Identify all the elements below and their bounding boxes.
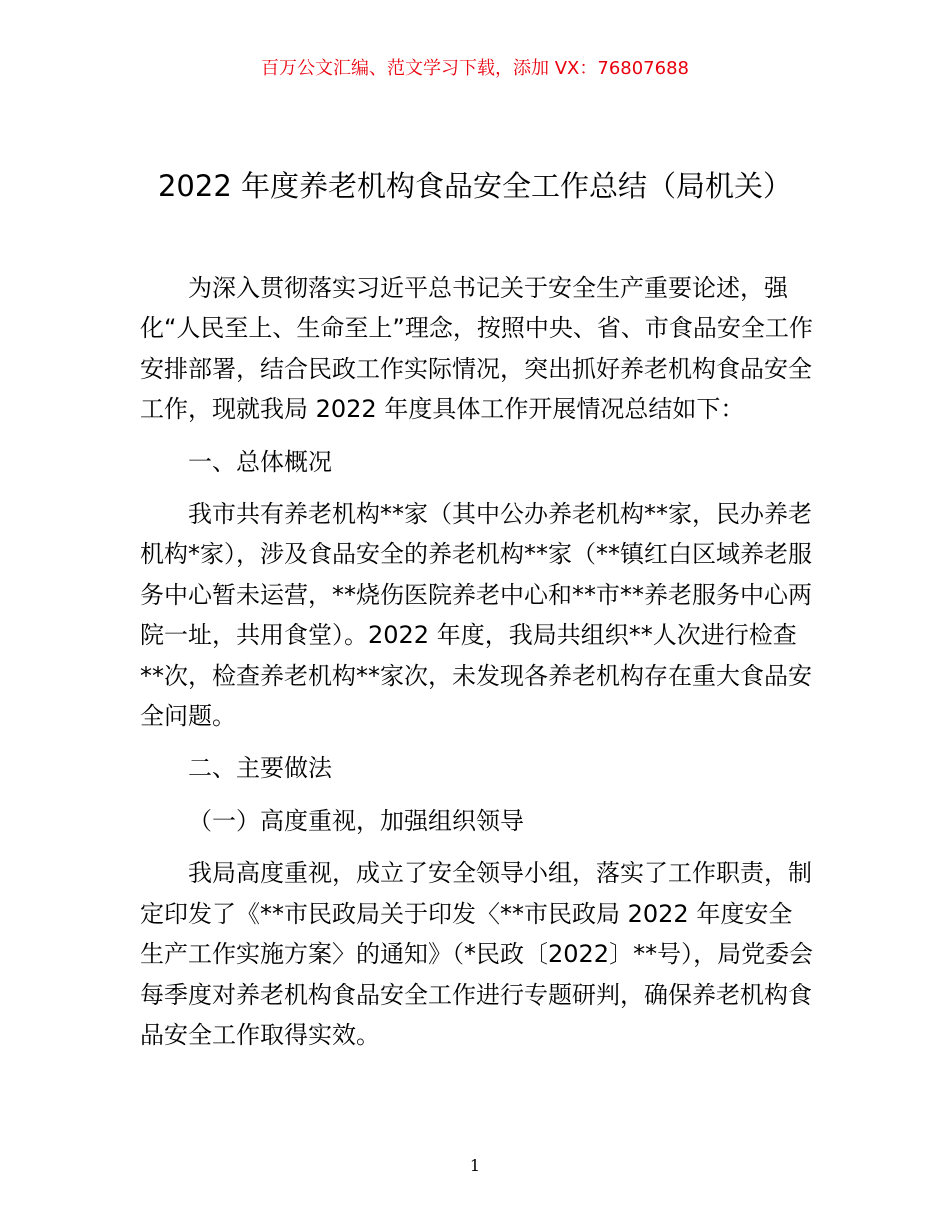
header-banner: 百万公文汇编、范文学习下载，添加 VX：76807688 bbox=[261, 58, 689, 79]
section2-heading: 二、主要做法 bbox=[188, 754, 332, 783]
subsection1-heading: （一）高度重视，加强组织领导 bbox=[188, 806, 524, 835]
document-title: 2022 年度养老机构食品安全工作总结（局机关） bbox=[157, 169, 793, 203]
intro-paragraph: 为深入贯彻落实习近平总书记关于安全生产重要论述，强化“人民至上、生命至上”理念，按照中央、省、市食品安全工作安排部署，结合民政工作实际情况，突出抓好养老机构食品安全工作，现就我局 2022 年度具体工作开展情况总结如下： bbox=[140, 274, 813, 424]
document-body bbox=[140, 268, 816, 1055]
subsection1-paragraph: 我局高度重视，成立了安全领导小组，落实了工作职责，制定印发了《**市民政局关于印发〈**市民政局 2022 年度安全生产工作实施方案〉的通知》（*民政〔2022〕**号），局党委会每季度对养老机构食品安全工作进行专题研判，确保养老机构食品安全工作取得实效。 bbox=[140, 859, 814, 1049]
section1-heading: 一、总体概况 bbox=[188, 447, 332, 476]
section1-paragraph: 我市共有养老机构**家（其中公办养老机构**家，民办养老机构*家），涉及食品安全的养老机构**家（**镇红白区域养老服务中心暂未运营，**烧伤医院养老中心和**市**养老服务中心两院一址，共用食堂）。2022 年度，我局共组织**人次进行检查**次，检查养老机构**家次，未发现各养老机构存在重大食品安全问题。 bbox=[140, 500, 812, 731]
page-number: 1 bbox=[469, 1156, 481, 1175]
